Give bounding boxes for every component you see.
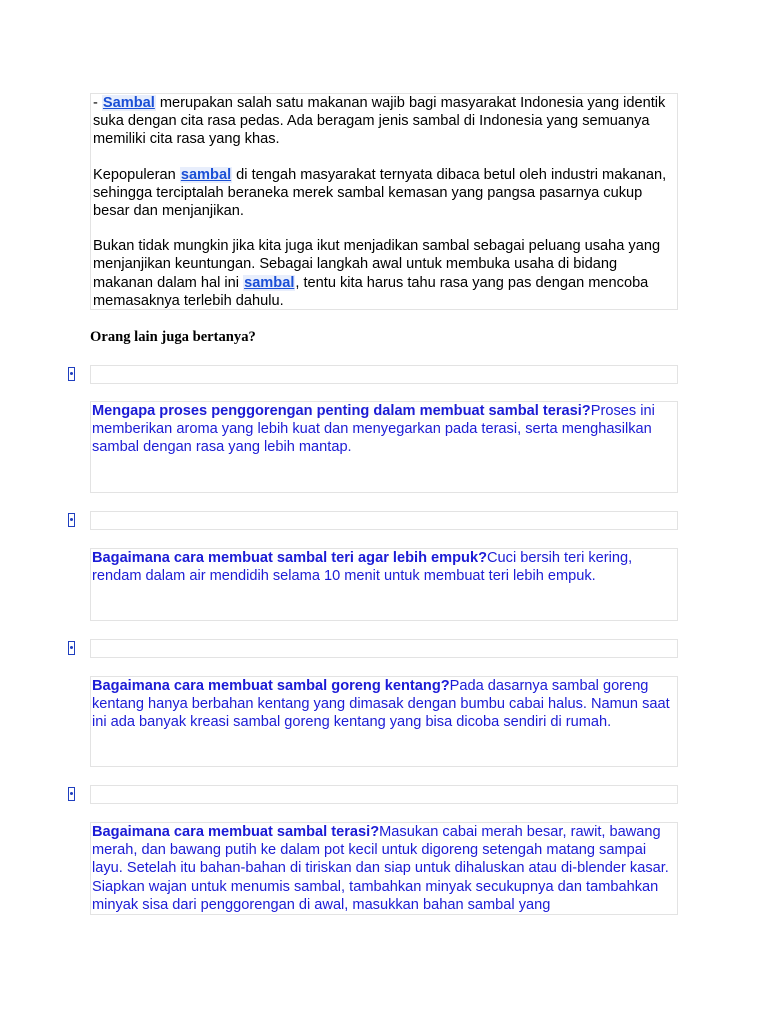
- question-toggle-row[interactable]: [90, 365, 678, 384]
- qa-item: [90, 676, 678, 767]
- intro-block: [90, 93, 678, 310]
- intro-p3-prefix: Bukan tidak mungkin jika kita juga ikut menjadikan sambal sebagai peluang usaha yang menjanjikan keuntungan. Sebagai langkah awal untuk membuka usaha di bidang makanan dalam hal ini: [93, 238, 661, 291]
- bullet-icon[interactable]: [68, 367, 75, 381]
- intro-p1-prefix: -: [93, 95, 102, 111]
- bullet-icon[interactable]: [68, 787, 75, 801]
- qa-answer: Pada dasarnya sambal goreng kentang hanya berbahan kentang yang dimasak dengan bumbu cabai halus. Namun saat ini ada banyak kreasi sambal goreng kentang yang bisa dicoba sendiri di rumah.: [92, 678, 670, 731]
- qa-question: Bagaimana cara membuat sambal goreng kentang?: [92, 678, 450, 694]
- qa-item: [90, 401, 678, 493]
- sambal-link-1[interactable]: Sambal: [102, 95, 155, 111]
- intro-p2-text: di tengah masyarakat ternyata dibaca betul oleh industri makanan, sehingga terciptalah beraneka merek sambal kemasan yang pangsa pasarnya cukup besar dan menjanjikan.: [93, 166, 667, 220]
- intro-paragraph-3: [93, 237, 675, 310]
- intro-p1-text: merupakan salah satu makanan wajib bagi masyarakat Indonesia yang identik suka dengan cita rasa pedas. Ada beragam jenis sambal di Indonesia yang semuanya memiliki cita rasa yang khas.: [93, 95, 666, 148]
- sambal-link-3[interactable]: sambal: [244, 274, 295, 291]
- qa-question: Bagaimana cara membuat sambal terasi?: [92, 824, 380, 840]
- qa-item: [90, 822, 678, 915]
- qa-answer: Cuci bersih teri kering, rendam dalam air mendidih selama 10 menit untuk membuat teri lebih empuk.: [92, 550, 633, 585]
- qa-answer: Masukan cabai merah besar, rawit, bawang merah, dan bawang putih ke dalam pot kecil untuk digoreng setengah matang sampai layu. Setelah itu bahan-bahan di tiriskan dan siap untuk dihaluskan atau di-blender kasar. Siapkan wajan untuk menumis sambal, tambahkan minyak secukupnya dan tambahkan minyak sisa dari penggorengan di awal, masukkan bahan sambal yang: [92, 824, 669, 913]
- intro-p2-prefix: Kepopuleran: [93, 166, 180, 183]
- bullet-icon[interactable]: [68, 513, 75, 527]
- sambal-link-2[interactable]: sambal: [180, 166, 232, 183]
- qa-question: Mengapa proses penggorengan penting dalam membuat sambal terasi?: [92, 403, 591, 419]
- question-toggle-row[interactable]: [90, 511, 678, 530]
- intro-paragraph-2: [93, 166, 675, 221]
- bullet-icon[interactable]: [68, 641, 75, 655]
- qa-item: [90, 548, 678, 621]
- qa-question: Bagaimana cara membuat sambal teri agar lebih empuk?: [92, 550, 487, 566]
- qa-answer: Proses ini memberikan aroma yang lebih kuat dan menyegarkan pada terasi, serta menghasilkan sambal dengan rasa yang lebih mantap.: [92, 403, 655, 456]
- question-toggle-row[interactable]: [90, 639, 678, 658]
- related-questions-heading: Orang lain juga bertanya?: [90, 329, 256, 345]
- intro-p3-text: , tentu kita harus tahu rasa yang pas dengan mencoba memasaknya terlebih dahulu.: [93, 274, 649, 309]
- intro-paragraph-1: [93, 94, 675, 149]
- question-toggle-row[interactable]: [90, 785, 678, 804]
